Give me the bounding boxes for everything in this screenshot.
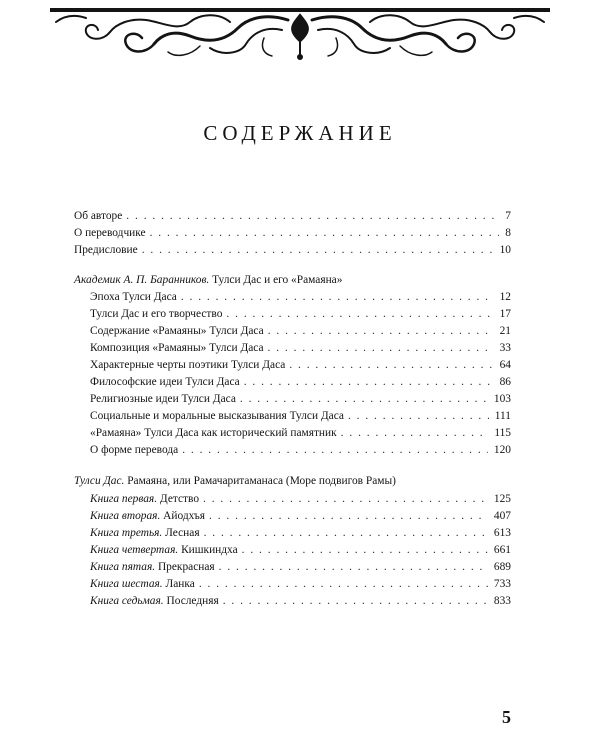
dot-leader [219,559,488,576]
toc-entry [74,425,511,442]
section-author: Тулси Дас. [74,475,125,487]
dot-leader [242,542,488,559]
toc-entry-label: Книга пятая. Прекрасная [90,561,215,573]
toc-entry [74,306,511,323]
toc-entry [74,408,511,425]
toc-entry-page: 661 [493,544,511,556]
toc-entry [74,323,511,340]
dot-leader [348,408,489,425]
dot-leader [289,357,493,374]
dot-leader [150,225,500,242]
toc-entry-page: 8 [505,227,511,239]
toc-entry-label: Религиозные идеи Тулси Даса [90,393,236,405]
dot-leader [142,242,494,259]
dot-leader [341,425,489,442]
toc-entry [74,542,511,559]
dot-leader [181,289,494,306]
dot-leader [182,442,488,459]
page-number: 5 [502,707,511,727]
toc-entry [74,491,511,508]
toc-entry-page: 7 [505,210,511,222]
toc-entry-page: 21 [499,325,511,337]
toc-entry-label: «Рамаяна» Тулси Даса как исторический памятник [90,427,337,439]
dot-leader [240,391,488,408]
toc-entry [74,508,511,525]
toc-entry-label: Книга первая. Детство [90,493,200,505]
dot-leader [268,340,494,357]
dot-leader [126,208,499,225]
toc-entry-page: 12 [499,291,511,303]
toc-entry-page: 103 [493,393,511,405]
toc-entry-label: Тулси Дас и его творчество [90,308,223,320]
dot-leader [204,525,488,542]
toc-entry [74,208,511,225]
toc-entry-page: 86 [499,376,511,388]
toc-entry-label: О переводчике [74,227,146,239]
toc-entry [74,225,511,242]
page-title: СОДЕРЖАНИЕ [203,121,397,145]
toc-entry [74,357,511,374]
toc-entry-page: 33 [499,342,511,354]
toc-entry-label: Характерные черты поэтики Тулси Даса [90,359,286,371]
section-author: Академик А. П. Баранников. [74,274,210,286]
dot-leader [203,491,488,508]
toc-entry [74,289,511,306]
toc-entry-page: 733 [493,578,511,590]
dot-leader [223,593,488,610]
dot-leader [268,323,494,340]
toc-entry-label: Книга третья. Лесная [90,527,200,539]
toc-entry-label: Социальные и моральные высказывания Тулси Даса [90,410,344,422]
section-heading [74,272,342,289]
toc-entry-page: 613 [493,527,511,539]
toc-entry-page: 689 [493,561,511,573]
toc-entry-label: Книга шестая. Ланка [90,578,195,590]
dot-leader [226,306,493,323]
ornamental-header-border [50,8,550,64]
toc-entry-page: 10 [499,244,511,256]
toc-entry-label: О форме перевода [90,444,179,456]
toc-entry-label: Книга вторая. Айодхъя [90,510,206,522]
toc-entry-page: 64 [499,359,511,371]
toc-entry-page: 115 [494,427,511,439]
toc-entry-page: 407 [493,510,511,522]
toc-entry-label: Об авторе [74,210,123,222]
toc-entry [74,391,511,408]
section-heading [74,473,396,490]
toc-entry-page: 120 [493,444,511,456]
dot-leader [244,374,494,391]
toc-entry [74,340,511,357]
section-title: Рамаяна, или Рамачаритаманаса (Море подвигов Рамы) [124,475,396,487]
toc-entry [74,525,511,542]
toc-entry-page: 833 [493,595,511,607]
dot-leader [199,576,488,593]
toc-entry-label: Эпоха Тулси Даса [90,291,177,303]
toc-entry-label: Книга четвертая. Кишкиндха [90,544,238,556]
toc-entry [74,442,511,459]
toc-entry-label: Предисловие [74,244,138,256]
section-title: Тулси Дас и его «Рамаяна» [209,274,343,286]
toc-entry-page: 17 [499,308,511,320]
toc-entry [74,593,511,610]
toc-entry-label: Композиция «Рамаяны» Тулси Даса [90,342,264,354]
toc-entry-page: 125 [493,493,511,505]
toc-entry-label: Философские идеи Тулси Даса [90,376,240,388]
toc-entry [74,242,511,259]
toc-entry-label: Книга седьмая. Последняя [90,595,219,607]
toc-entry [74,576,511,593]
toc-entry-page: 111 [494,410,511,422]
toc-entry [74,559,511,576]
toc-entry-label: Содержание «Рамаяны» Тулси Даса [90,325,264,337]
toc-entry [74,374,511,391]
dot-leader [209,508,488,525]
